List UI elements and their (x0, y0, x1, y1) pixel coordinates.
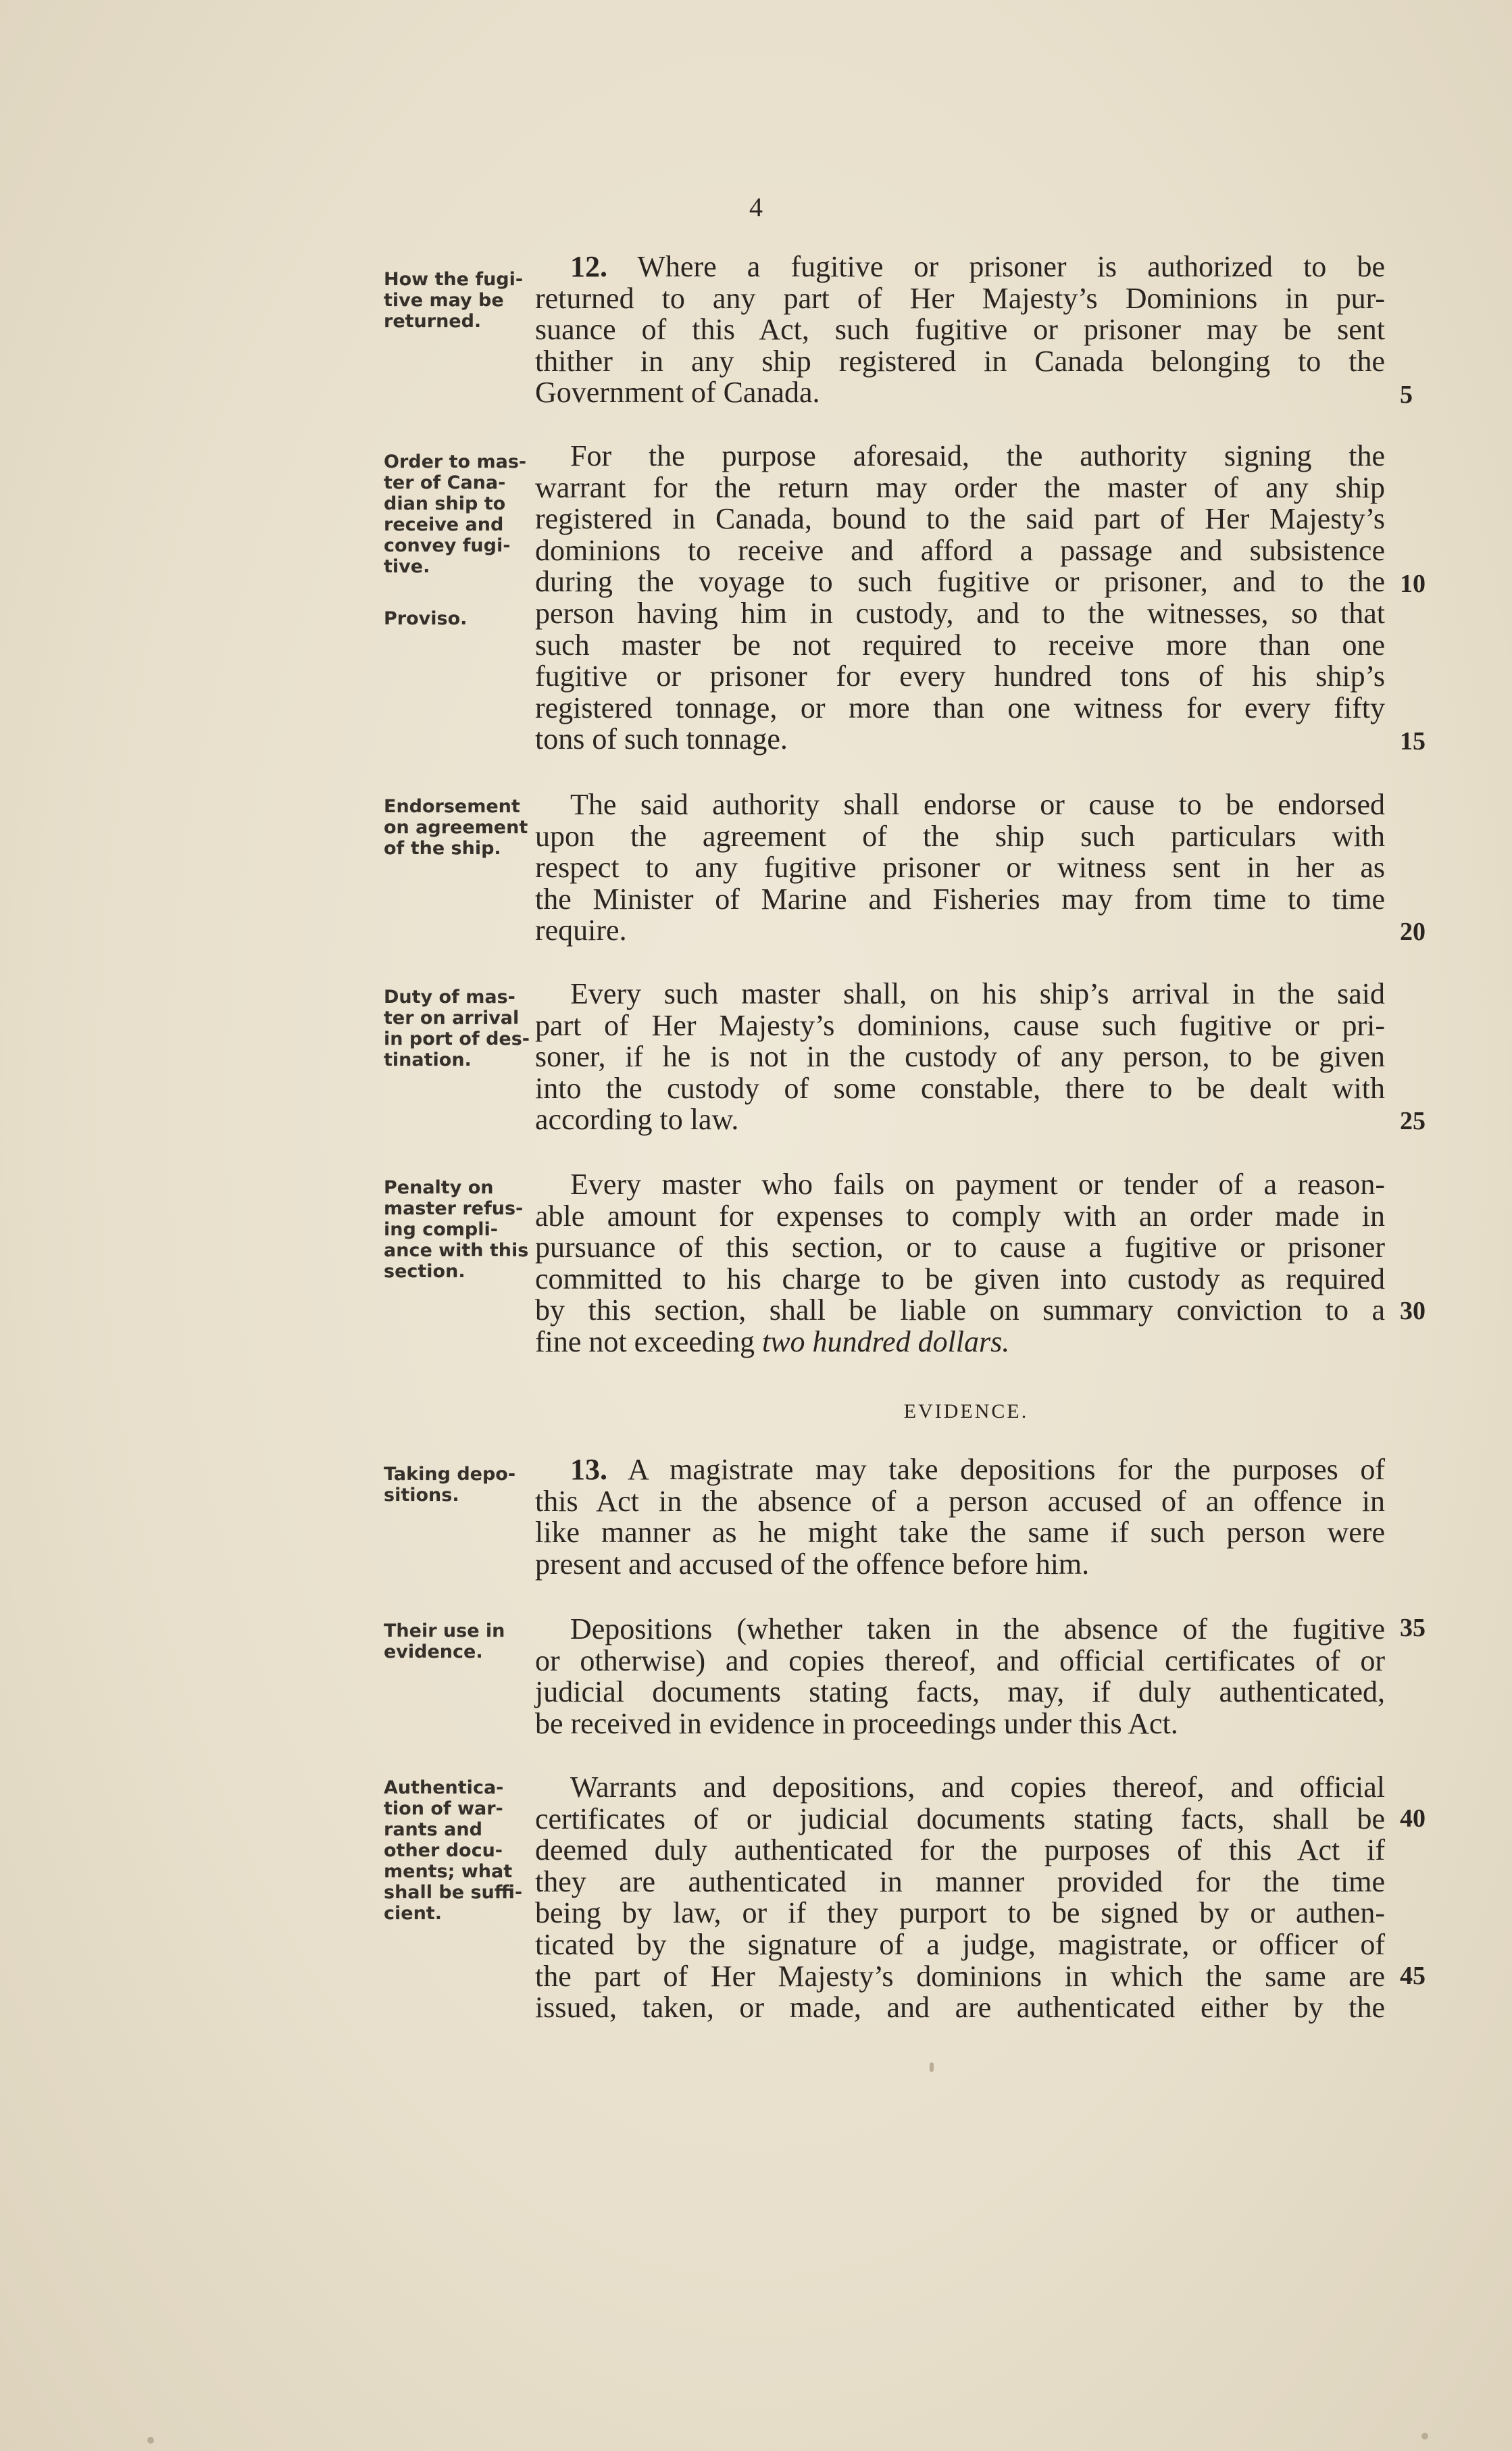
text-line: be received in evidence in proceedings under this Act. (535, 1706, 1178, 1740)
text-line: returned to any part of Her Majesty’s Dominions in pur- (535, 281, 1385, 315)
text-line: upon the agreement of the ship such particulars with (535, 819, 1385, 853)
text-line: the Minister of Marine and Fisheries may from time to time (535, 882, 1385, 916)
heading-text: EVIDENCE. (903, 1400, 1029, 1422)
marginal-note-proviso (384, 608, 534, 629)
text-line: part of Her Majesty’s dominions, cause such fugitive or pri- (535, 1008, 1385, 1042)
paragraph-section-12 (535, 251, 1385, 409)
text-line: they are authenticated in manner provided for the time (535, 1864, 1385, 1898)
line-number: 20 (1400, 918, 1426, 946)
text-span: Where a fugitive or prisoner is authorized to be (637, 250, 1386, 283)
marginal-note-authentication (384, 1777, 534, 1924)
text-line: into the custody of some constable, there to be dealt with (535, 1071, 1385, 1105)
marginal-line: ments; what (384, 1861, 513, 1882)
text-line: dominions to receive and afford a passage and subsistence (535, 533, 1385, 567)
marginal-line: Duty of mas- (384, 987, 515, 1008)
marginal-note-taking-depositions (384, 1464, 534, 1506)
marginal-line: shall be suffi- (384, 1882, 523, 1903)
line-number: 10 (1400, 570, 1426, 598)
marginal-line: tive may be (384, 290, 504, 311)
text-span: A magistrate may take depositions for the purposes of (628, 1453, 1386, 1486)
paragraph-penalty (535, 1169, 1385, 1358)
text-line: committed to his charge to be given into custody as required (535, 1262, 1385, 1295)
marginal-line: on agreement (384, 817, 528, 838)
marginal-line: tive. (384, 556, 430, 577)
paragraph-duty-of-master (535, 979, 1385, 1136)
text-line: warrant for the return may order the master of any ship (535, 470, 1385, 504)
paper-speck (930, 2062, 934, 2072)
text-line: or otherwise) and copies thereof, and official certificates of or (535, 1643, 1385, 1677)
text-line: according to law. (535, 1103, 739, 1137)
text-line: able amount for expenses to comply with an order made in (535, 1199, 1385, 1233)
marginal-note-fugitive-returned (384, 269, 534, 332)
marginal-line: Endorsement (384, 796, 520, 817)
text-line: Depositions (whether taken in the absence of the fugitive (570, 1612, 1385, 1645)
text-line: require. (535, 914, 627, 947)
text-line: Government of Canada. (535, 376, 820, 410)
text-line: present and accused of the offence before him. (535, 1547, 1090, 1581)
line-number: 45 (1400, 1962, 1426, 1990)
marginal-note-endorsement (384, 796, 534, 859)
text-line: Warrants and depositions, and copies thereof, and official (570, 1771, 1385, 1804)
line-number: 40 (1400, 1804, 1426, 1833)
marginal-note-use-in-evidence (384, 1620, 534, 1662)
marginal-line: cient. (384, 1903, 442, 1924)
paragraph-section-13 (535, 1454, 1385, 1580)
paragraph-authentication (535, 1772, 1385, 2024)
text-line: by this section, shall be liable on summary conviction to a (535, 1293, 1385, 1327)
marginal-line: dian ship to (384, 493, 506, 514)
text-line: tons of such tonnage. (535, 722, 788, 756)
marginal-line: Order to mas- (384, 451, 527, 472)
line-number: 35 (1400, 1614, 1426, 1642)
text-line: this Act in the absence of a person accused of an offence in (535, 1484, 1385, 1518)
paper-speck (147, 2437, 154, 2444)
marginal-line: Proviso. (384, 608, 468, 629)
text-line: Every master who fails on payment or tender of a reason- (570, 1168, 1385, 1201)
text-line: registered tonnage, or more than one witness for every fifty (535, 691, 1385, 724)
text-line: being by law, or if they purport to be signed by or authen- (535, 1896, 1385, 1930)
marginal-line: Authentica- (384, 1777, 504, 1798)
text-line: pursuance of this section, or to cause a fugitive or prisoner (535, 1231, 1385, 1264)
text-line: thither in any ship registered in Canada belonging to the (535, 344, 1385, 378)
marginal-line: other docu- (384, 1840, 503, 1861)
section-number: 13. (570, 1453, 607, 1486)
page-number: 4 (749, 192, 763, 222)
marginal-line: ance with this (384, 1240, 529, 1261)
marginal-line: receive and (384, 514, 504, 535)
text-line: judicial documents stating facts, may, if duly authenticated, (535, 1675, 1385, 1709)
marginal-line: ter of Cana- (384, 472, 506, 493)
line-number: 5 (1400, 380, 1413, 409)
text-line (535, 1454, 1385, 1486)
text-line: fugitive or prisoner for every hundred tons of his ship’s (535, 660, 1385, 693)
marginal-note-order-to-master (384, 451, 534, 577)
section-heading (0, 1400, 1512, 1423)
line-number: 25 (1400, 1107, 1426, 1135)
text-line: during the voyage to such fugitive or prisoner, and to the (535, 565, 1385, 599)
marginal-line: How the fugi- (384, 269, 524, 290)
marginal-line: returned. (384, 311, 482, 332)
line-number: 15 (1400, 727, 1426, 756)
text-line: certificates of or judicial documents stating facts, shall be (535, 1802, 1385, 1835)
marginal-line: ter on arrival (384, 1008, 520, 1029)
text-line: The said authority shall endorse or cause to be endorsed (570, 788, 1385, 821)
marginal-line: sitions. (384, 1485, 459, 1506)
section-number: 12. (570, 250, 607, 283)
text-line: For the purpose aforesaid, the authority signing the (570, 439, 1385, 472)
paragraph-endorsement (535, 789, 1385, 947)
marginal-line: rants and (384, 1819, 482, 1840)
marginal-line: in port of des- (384, 1029, 530, 1049)
text-line: the part of Her Majesty’s dominions in which the same are (535, 1959, 1385, 1993)
text-line: suance of this Act, such fugitive or prisoner may be sent (535, 313, 1385, 347)
marginal-line: section. (384, 1261, 465, 1282)
text-span: fine not exceeding (535, 1324, 755, 1358)
paragraph-use-in-evidence (535, 1614, 1385, 1739)
marginal-line: Penalty on (384, 1177, 494, 1198)
text-line: respect to any fugitive prisoner or witness sent in her as (535, 851, 1385, 885)
marginal-line: evidence. (384, 1641, 483, 1662)
text-line (535, 251, 1385, 283)
text-line: soner, if he is not in the custody of any person, to be given (535, 1040, 1385, 1074)
marginal-line: convey fugi- (384, 535, 511, 556)
italic-amount: two hundred dollars. (761, 1324, 1010, 1358)
text-line: deemed duly authenticated for the purposes of this Act if (535, 1833, 1385, 1867)
text-line: ticated by the signature of a judge, magistrate, or officer of (535, 1927, 1385, 1961)
marginal-note-penalty (384, 1177, 534, 1282)
text-line: registered in Canada, bound to the said part of Her Majesty’s (535, 502, 1385, 536)
paper-speck (1421, 2433, 1428, 2440)
marginal-line: Taking depo- (384, 1464, 516, 1485)
text-line: person having him in custody, and to the witnesses, so that (535, 596, 1385, 630)
text-line: such master be not required to receive more than one (535, 628, 1385, 662)
marginal-line: tion of war- (384, 1798, 503, 1819)
line-number: 30 (1400, 1297, 1426, 1325)
text-line: Every such master shall, on his ship’s arrival in the said (570, 977, 1385, 1010)
marginal-line: of the ship. (384, 838, 501, 859)
text-line: issued, taken, or made, and are authenticated either by the (535, 1991, 1385, 2025)
paragraph-order-to-master (535, 441, 1385, 756)
marginal-line: Their use in (384, 1620, 505, 1641)
marginal-line: master refus- (384, 1198, 524, 1219)
text-line (535, 1324, 1385, 1358)
marginal-line: tination. (384, 1049, 472, 1070)
text-line: like manner as he might take the same if such person were (535, 1516, 1385, 1550)
marginal-note-duty-of-master (384, 987, 534, 1070)
marginal-line: ing compli- (384, 1219, 498, 1240)
